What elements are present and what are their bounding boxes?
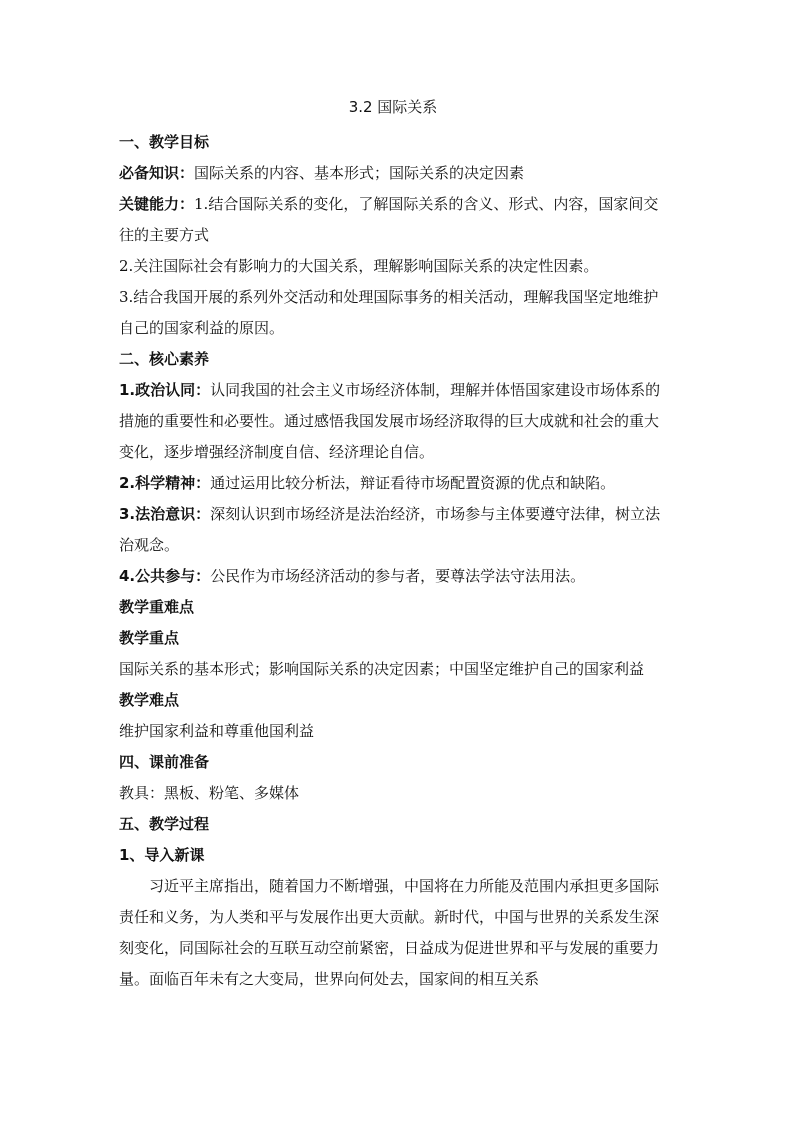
section-heading-core-literacy: 二、核心素养	[119, 350, 210, 368]
text-political-identity: 认同我国的社会主义市场经济体制，理解并体悟国家建设市场体系的措施的重要性和必要性。通过感悟我国发展市场经济取得的巨大成就和社会的重大变化，逐步增强经济制度自信、经济理论自信。	[119, 381, 661, 461]
text-essential-knowledge: 国际关系的内容、基本形式；国际关系的决定因素	[194, 164, 525, 182]
label-scientific-spirit: 2.科学精神：	[119, 474, 211, 492]
paragraph-key-ability-1	[119, 189, 667, 251]
paragraph-rule-of-law	[119, 499, 667, 561]
text-public-participation: 公民作为市场经济活动的参与者，要尊法学法守法用法。	[210, 567, 586, 585]
label-essential-knowledge: 必备知识：	[119, 164, 195, 182]
text-rule-of-law: 深刻认识到市场经济是法治经济，市场参与主体要遵守法律，树立法治观念。	[119, 505, 661, 554]
document-page	[119, 96, 667, 995]
subheading-key-points: 教学重点	[119, 629, 180, 647]
paragraph-key-points: 国际关系的基本形式；影响国际关系的决定因素；中国坚定维护自己的国家利益	[119, 660, 645, 678]
paragraph-key-ability-3: 3.结合我国开展的系列外交活动和处理国际事务的相关活动，理解我国坚定地维护自己的国家利益的原因。	[119, 288, 659, 337]
label-rule-of-law: 3.法治意识：	[119, 505, 211, 523]
paragraph-difficult-points: 维护国家利益和尊重他国利益	[119, 722, 315, 740]
paragraph-key-ability-2: 2.关注国际社会有影响力的大国关系，理解影响国际关系的决定性因素。	[119, 257, 599, 275]
label-key-ability: 关键能力：	[119, 195, 195, 213]
paragraph-essential-knowledge	[119, 158, 667, 189]
section-heading-preparation: 四、课前准备	[119, 753, 210, 771]
label-political-identity: 1.政治认同：	[119, 381, 211, 399]
paragraph-political-identity	[119, 375, 667, 468]
label-public-participation: 4.公共参与：	[119, 567, 211, 585]
subheading-lesson-intro: 1、导入新课	[119, 846, 205, 864]
paragraph-scientific-spirit	[119, 468, 667, 499]
text-key-ability-1: 1.结合国际关系的变化，了解国际关系的含义、形式、内容，国家间交往的主要方式	[119, 195, 659, 244]
paragraph-lesson-intro: 习近平主席指出，随着国力不断增强，中国将在力所能及范围内承担更多国际责任和义务，为人类和平与发展作出更大贡献。新时代，中国与世界的关系发生深刻变化，同国际社会的互联互动空前紧密，日益成为促进世界和平与发展的重要力量。面临百年未有之大变局，世界向何处去，国家间的相互关系	[119, 877, 660, 988]
section-heading-teaching-process: 五、教学过程	[119, 815, 210, 833]
section-heading-key-difficult-points: 教学重难点	[119, 598, 195, 616]
paragraph-public-participation	[119, 561, 667, 592]
text-scientific-spirit: 通过运用比较分析法，辩证看待市场配置资源的优点和缺陷。	[210, 474, 616, 492]
subheading-difficult-points: 教学难点	[119, 691, 180, 709]
paragraph-teaching-tools: 教具：黑板、粉笔、多媒体	[119, 784, 300, 802]
section-heading-teaching-goals: 一、教学目标	[119, 133, 210, 151]
page-title: 3.2 国际关系	[348, 98, 438, 116]
